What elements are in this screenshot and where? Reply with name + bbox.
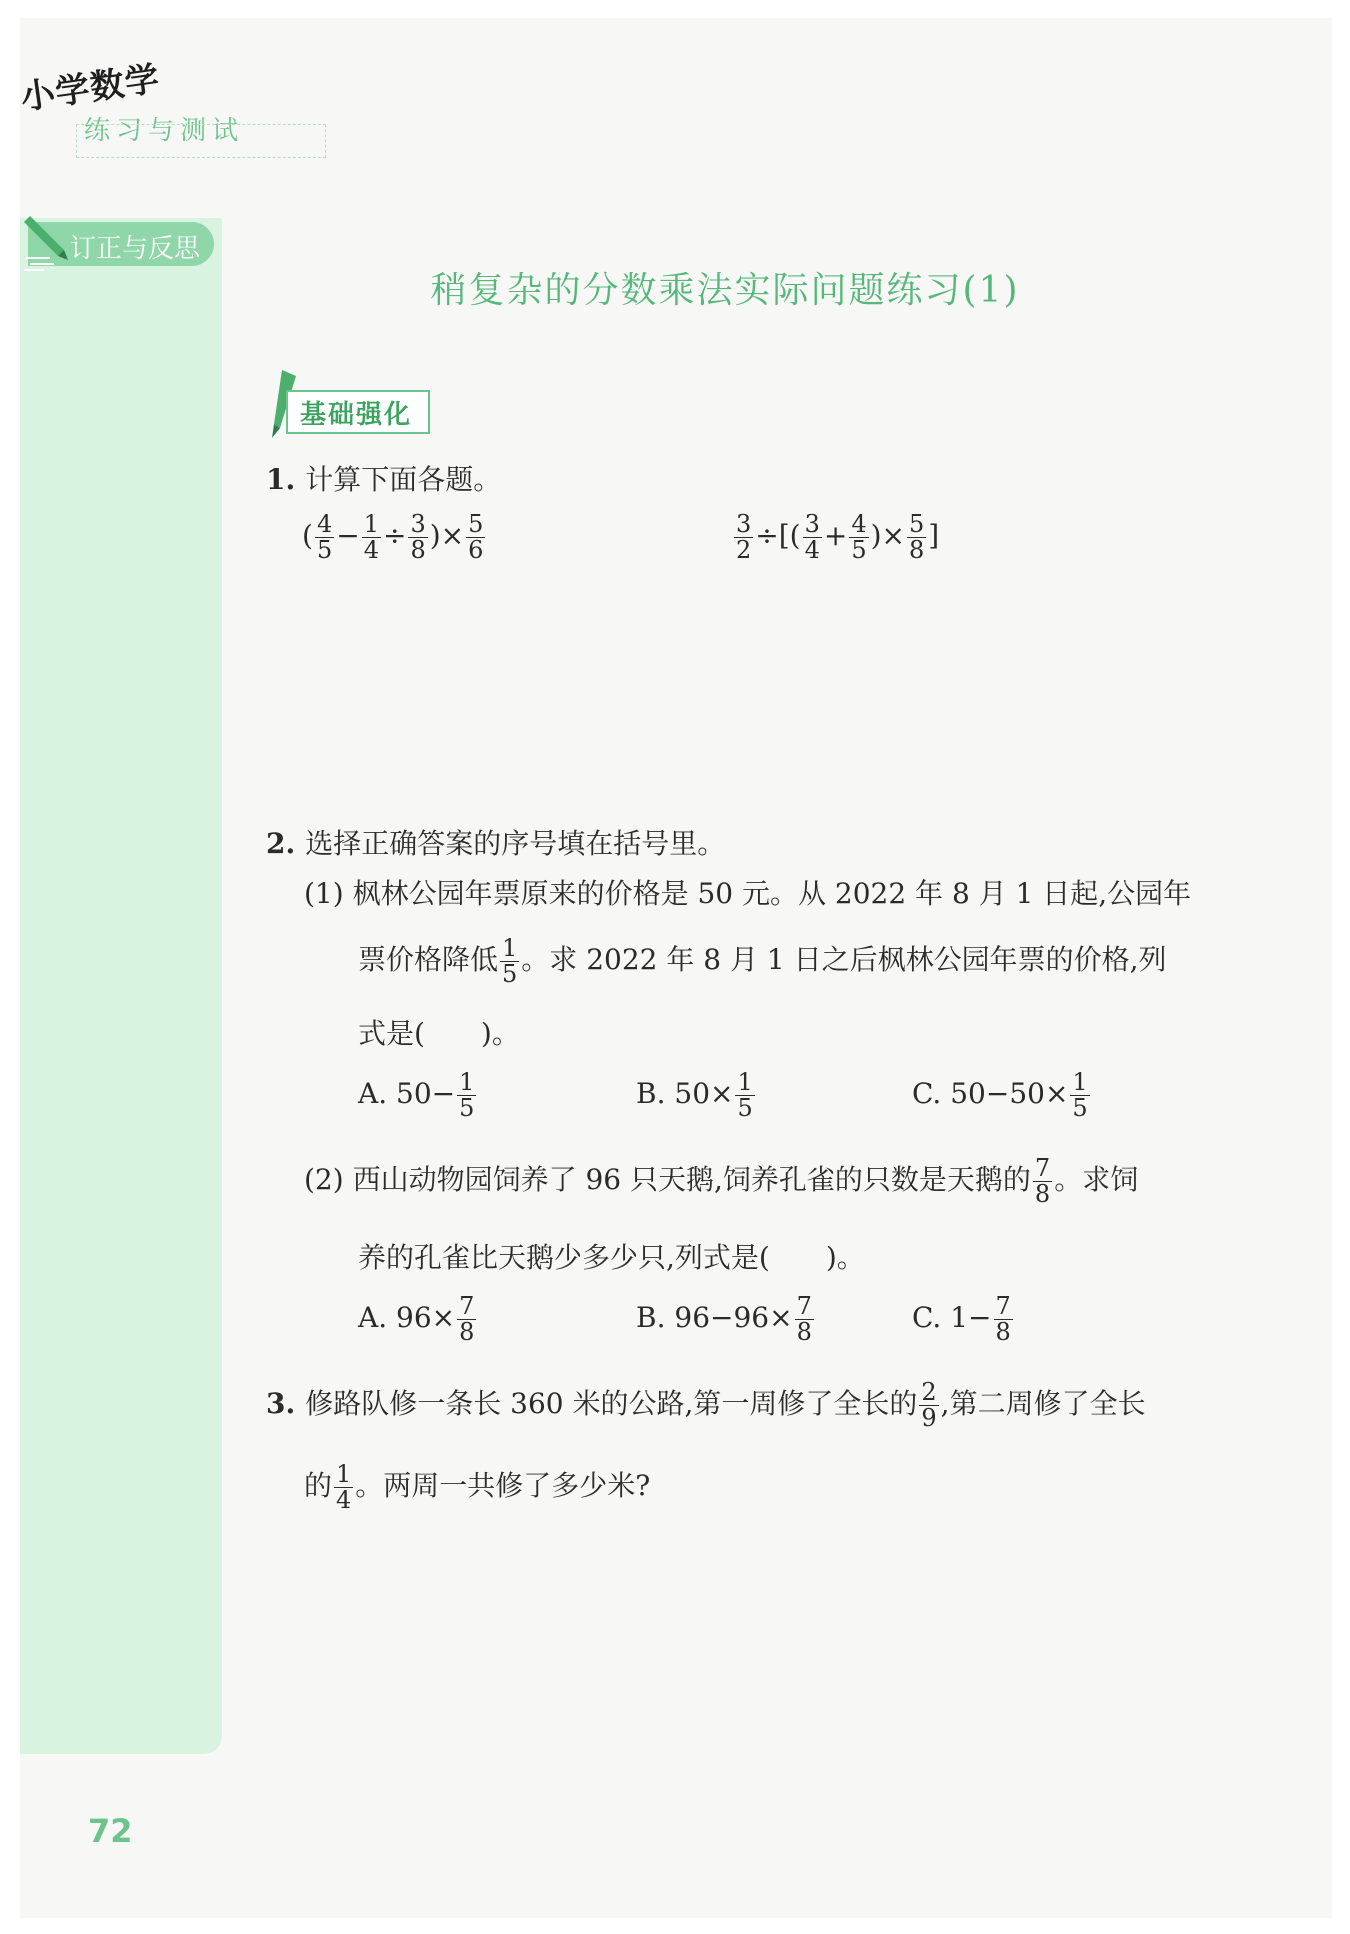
subtitle-frame: [76, 124, 326, 158]
book-title: 小学数学: [18, 58, 163, 119]
question-text: 计算下面各题。: [305, 463, 502, 496]
option-c[interactable]: C. 50−50× $\frac{1}{5}$: [912, 1068, 1088, 1123]
page-number: 72: [88, 1812, 133, 1850]
correction-sidebar: [20, 218, 222, 1754]
page-title: 稍复杂的分数乘法实际问题练习(1): [430, 270, 1020, 311]
book-header: [18, 58, 245, 146]
fraction: $\frac{1}{4}$: [336, 1460, 352, 1515]
operator: )×: [429, 519, 465, 553]
question-3: 3. 修路队修一条长 360 米的公路,第一周修了全长的 $\frac{2}{9}$ ,第二周修了全长: [266, 1378, 1146, 1433]
sidebar-badge-label: 订正与反思: [70, 234, 201, 264]
sidebar-badge: [28, 222, 214, 266]
option-b[interactable]: B. 50× $\frac{1}{5}$: [636, 1068, 753, 1123]
question-number: 3.: [266, 1387, 296, 1421]
question-number: 2.: [266, 827, 296, 860]
question-number: 1.: [266, 463, 296, 496]
expression-2: [732, 512, 939, 563]
fraction: $\frac{3}{2}$: [736, 510, 752, 565]
q2-part2-line1: (2) 西山动物园饲养了 96 只天鹅,饲养孔雀的只数是天鹅的 $\frac{7}{8}$ 。求饲: [304, 1154, 1139, 1209]
fraction: $\frac{1}{4}$: [363, 510, 379, 565]
section-label: 基础强化: [300, 400, 413, 430]
question-2: [266, 822, 725, 862]
q2-part2-line2: 养的孔雀比天鹅少多少只,列式是( )。: [358, 1241, 865, 1274]
fraction: $\frac{5}{8}$: [909, 510, 925, 565]
fraction: $\frac{7}{8}$: [459, 1292, 475, 1347]
fraction: $\frac{3}{8}$: [410, 510, 426, 565]
fraction: $\frac{1}{5}$: [502, 934, 518, 989]
question-1: [266, 458, 501, 498]
operator: ÷: [382, 519, 407, 553]
fraction: $\frac{7}{8}$: [796, 1292, 812, 1347]
book-subtitle: 练习与测试: [84, 116, 245, 146]
option-b[interactable]: B. 96−96× $\frac{7}{8}$: [636, 1292, 812, 1347]
paren-open: (: [302, 519, 313, 553]
option-a[interactable]: A. 96× $\frac{7}{8}$: [358, 1292, 475, 1347]
fraction: $\frac{1}{5}$: [737, 1068, 753, 1123]
q2-part1-line1: (1) 枫林公园年票原来的价格是 50 元。从 2022 年 8 月 1 日起,公园年: [304, 877, 1192, 910]
question-text: 选择正确答案的序号填在括号里。: [305, 827, 726, 860]
fraction: $\frac{4}{5}$: [851, 510, 867, 565]
expression-1: [302, 512, 487, 563]
option-c[interactable]: C. 1− $\frac{7}{8}$: [912, 1292, 1011, 1347]
fraction: $\frac{5}{6}$: [468, 510, 484, 565]
fraction: $\frac{4}{5}$: [316, 510, 333, 565]
fraction: $\frac{7}{8}$: [1034, 1154, 1051, 1209]
fraction: $\frac{1}{5}$: [1072, 1068, 1088, 1123]
q2-part1-line2: 票价格降低 $\frac{1}{5}$ 。求 2022 年 8 月 1 日之后枫林公园年票的价格,列: [358, 934, 1167, 989]
fraction: $\frac{7}{8}$: [995, 1292, 1011, 1347]
option-a[interactable]: A. 50− $\frac{1}{5}$: [358, 1068, 475, 1123]
operator: +: [823, 519, 848, 553]
operator: ÷[(: [755, 519, 801, 553]
question-3-line2: 的 $\frac{1}{4}$ 。两周一共修了多少米?: [304, 1460, 651, 1515]
fraction: $\frac{3}{4}$: [804, 510, 820, 565]
operator: )×: [870, 519, 906, 553]
q2-part1-line3: 式是( )。: [358, 1017, 520, 1050]
fraction: $\frac{2}{9}$: [921, 1378, 937, 1433]
bracket-close: ]: [928, 519, 940, 553]
operator: −: [336, 519, 360, 553]
fraction: $\frac{1}{5}$: [459, 1068, 475, 1123]
